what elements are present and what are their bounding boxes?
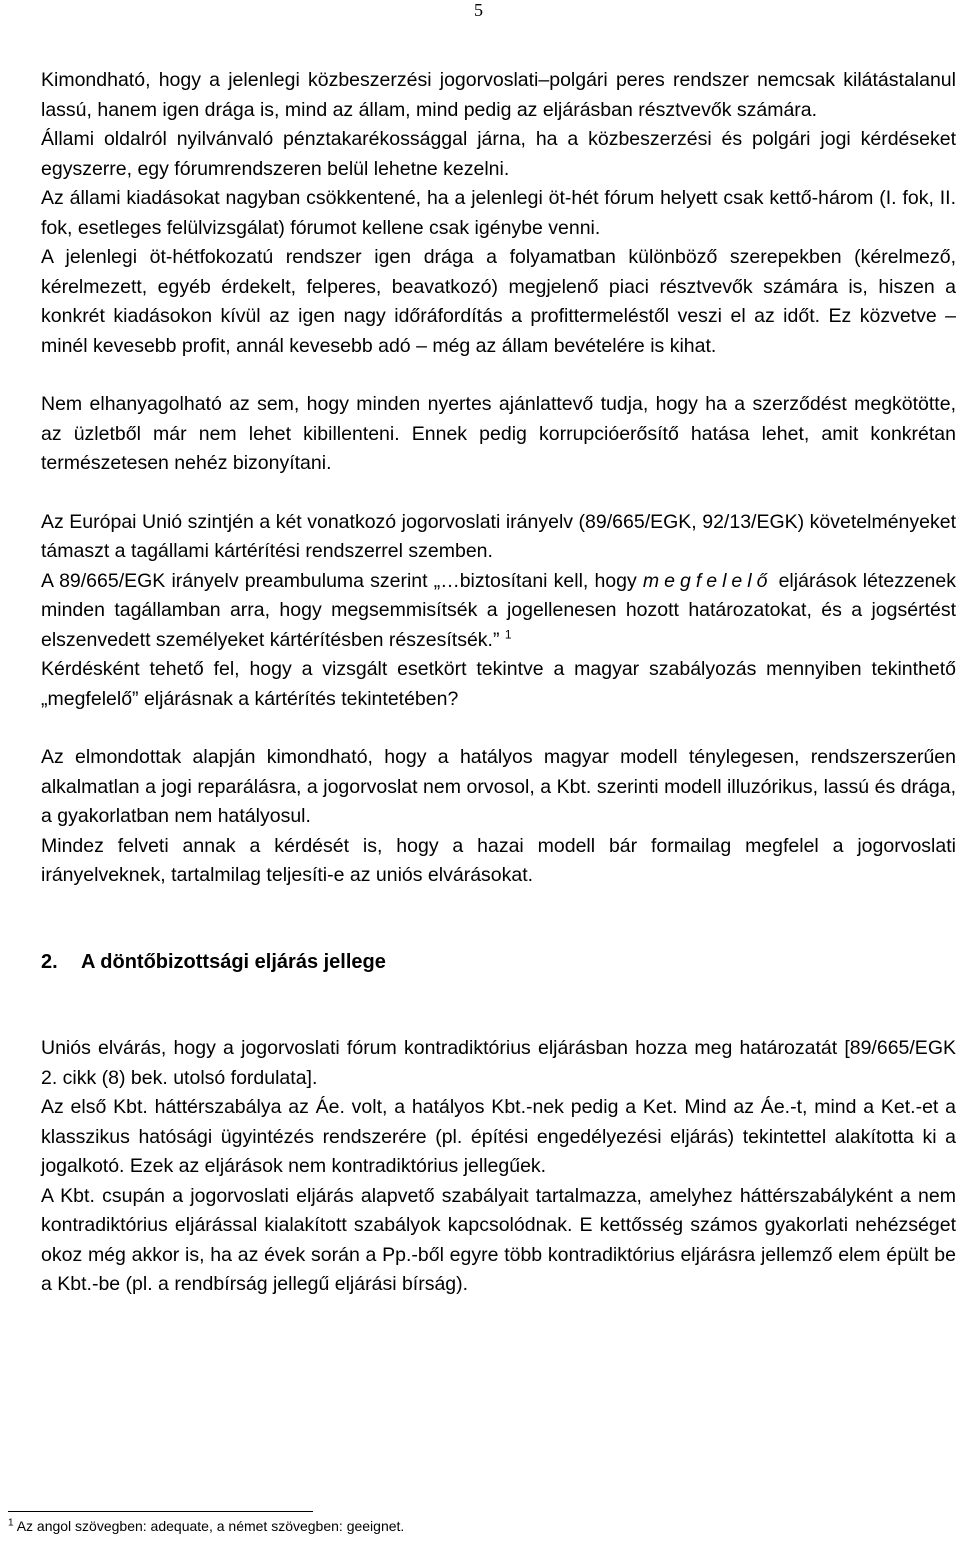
page-number: 5 [474,0,483,20]
paragraph-eu-directives: Az Európai Unió szintjén a két vonatkozó jogorvoslati irányelv (89/665/EGK, 92/13/EGK) követelményeket támaszt a tagállami kártérítési rendszerrel szemben. [41,510,956,562]
paragraph-conclusion: Az elmondottak alapján kimondható, hogy a hatályos magyar modell ténylegesen, rendszerszerűen alkalmatlan a jogi reparálásra, a jogorvoslat nem orvosol, a Kbt. szerinti modell illuzórikus, lassú és drága, a gyakorlatban nem hatályosul. [41,746,956,827]
preamble-emphasis: megfelelő [642,569,773,592]
paragraph-forums: Az állami kiadásokat nagyban csökkentené, ha a jelenlegi öt-hét fórum helyett csak kettő-három (I. fok, II. fok, esetleges felülvizsgálat) fórumot kellene csak igénybe venni. [41,187,956,239]
footnote-area [8,0,948,1541]
footnote-divider [8,1511,313,1512]
preamble-text-end: eljárások létezzenek minden tagállamban arra, hogy megsemmisítsék a jogellenesen hozott határozatokat, és a jogsértést elszenvedett személyeket kártérítésben részesítsék.” [41,569,956,651]
paragraph-background-rules: Az első Kbt. háttérszabálya az Áe. volt, a hatályos Kbt.-nek pedig a Ket. Mind az Áe.-t, mind a Ket.-et a klasszikus hatósági ügyintézés rendszerére (pl. építési engedélyezési eljárás) tekintettel alakította ki a jogalkotó. Ezek az eljárások nem kontradiktórius jellegűek. [41,1096,956,1177]
paragraph-corruption: Nem elhanyagolható az sem, hogy minden nyertes ajánlattevő tudja, hogy ha a szerződést megkötötte, az üzletből már nem lehet kibillenteni. Ennek pedig korrupcióerősítő hatása lehet, amit konkrétan természetesen nehéz bizonyítani. [41,393,956,474]
paragraph-conclusion-question: Mindez felveti annak a kérdését is, hogy a hazai modell bár formailag megfelel a jogorvoslati irányelveknek, tartalmilag teljesíti-e az uniós elvárásokat. [41,834,956,886]
paragraph-savings: Állami oldalról nyilvánvaló pénztakarékossággal járna, ha a közbeszerzési és polgári jogi kérdéseket egyszerre, egy fórumrendszeren belül lehetne kezelni. [41,128,956,180]
paragraph-cost: Kimondható, hogy a jelenlegi közbeszerzési jogorvoslati–polgári peres rendszer nemcsak kilátástalanul lassú, hanem igen drága is, mind az állam, mind pedig az eljárásban résztvevők számára. [41,69,956,121]
preamble-text-start: A 89/665/EGK irányelv preambuluma szerint „…biztosítani kell, hogy [41,569,637,592]
footnote [8,1518,404,1534]
footnote-number: 1 [8,1517,14,1529]
footnote-reference: 1 [504,627,512,641]
paragraph-market-costs: A jelenlegi öt-hétfokozatú rendszer igen drága a folyamatban különböző szerepekben (kérelmező, kérelmezett, egyéb érdekelt, felperes, beavatkozó) megjelenő piaci résztvevők számára is, hiszen a konkrét kiadásokon kívül az igen nagy időráfordítás a profittermeléstől veszi el az időt. Ez közvetve – minél kevesebb profit, annál kevesebb adó – még az állam bevételére is kihat. [41,246,956,357]
paragraph-contradictory: Uniós elvárás, hogy a jogorvoslati fórum kontradiktórius eljárásban hozza meg határozatát [89/665/EGK 2. cikk (8) bek. utolsó fordulata]. [41,1037,956,1089]
section-title: A döntőbizottsági eljárás jellege [81,950,386,973]
section-number: 2. [41,950,58,973]
footnote-text: Az angol szövegben: adequate, a német szövegben: geeignet. [16,1518,405,1534]
paragraph-question: Kérdésként tehető fel, hogy a vizsgált esetkört tekintve a magyar szabályozás mennyiben tekinthető „megfelelő” eljárásnak a kártérítés tekintetében? [41,658,956,710]
paragraph-kbt-rules: A Kbt. csupán a jogorvoslati eljárás alapvető szabályait tartalmazza, amelyhez háttérszabályként a nem kontradiktórius eljárással kialakított szabályok kapcsolódnak. E kettősség számos gyakorlati nehézséget okoz még akkor is, ha az évek során a Pp.-ből egyre több kontradiktórius eljárásra jellemző elem épült be a Kbt.-be (pl. a rendbírság jellegű eljárási bírság). [41,1184,956,1295]
